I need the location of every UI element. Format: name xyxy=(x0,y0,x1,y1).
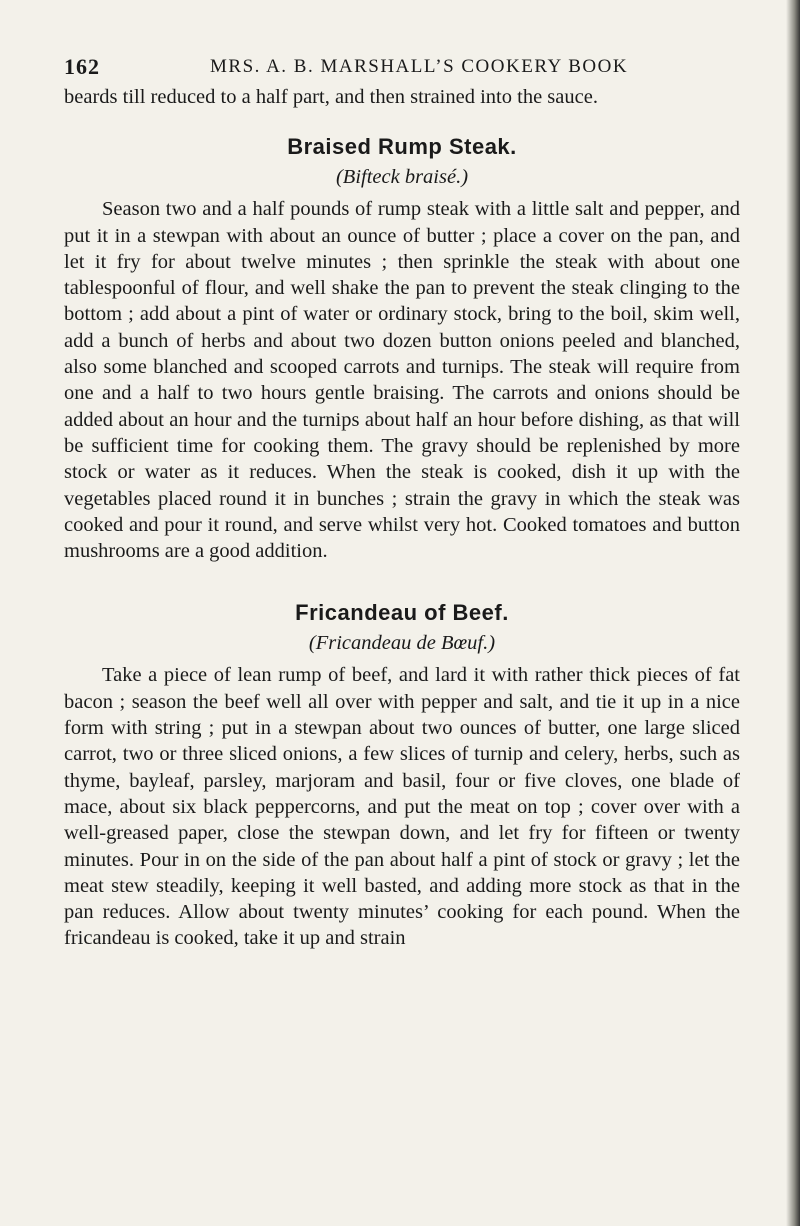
page-number: 162 xyxy=(64,54,100,79)
recipe-braised-rump-steak xyxy=(64,132,740,564)
recipe-fricandeau-of-beef xyxy=(64,598,740,951)
book-page xyxy=(64,50,740,952)
recipe-body: Season two and a half pounds of rump steak with a little salt and pepper, and put it in a stewpan with about an ounce of butter ; place a cover on the pan, and let it fry for about twelve minutes ; then sprinkle the steak with about one tablespoonful of flour, and well shake the pan to prevent the steak clinging to the bottom ; add about a pint of water or ordinary stock, bring to the boil, skim well, add a bunch of herbs and about two dozen button onions peeled and blanched, also some blanched and scooped carrots and turnips. The steak will require from one and a half to two hours gentle braising. The carrots and onions should be added about an hour and the turnips about half an hour before dishing, as that will be sufficient time for cooking them. The gravy should be replenished by more stock or water as it reduces. When the steak is cooked, dish it up with the vegetables placed round it in bunches ; strain the gravy in which the steak was cooked and pour it round, and serve whilst very hot. Cooked tomatoes and button mushrooms are a good addition. xyxy=(64,198,740,563)
recipe-body: Take a piece of lean rump of beef, and lard it with rather thick pieces of fat bacon ; season the beef well all over with pepper and salt, and tie it up in a nice form with string ; put in a stewpan about two ounces of butter, one large sliced carrot, two or three sliced onions, a few slices of turnip and celery, herbs, such as thyme, bayleaf, parsley, marjoram and basil, four or five cloves, one blade of mace, about six black peppercorns, and put the meat on top ; cover over with a well-greased paper, close the stewpan down, and let fry for fifteen or twenty minutes. Pour in on the side of the pan about half a pint of stock or gravy ; let the meat stew steadily, keeping it well basted, and adding more stock as that in the pan reduces. Allow about twenty minutes’ cooking for each pound. When the fricandeau is cooked, take it up and strain xyxy=(64,664,740,950)
continuation-paragraph: beards till reduced to a half part, and then strained into the sauce. xyxy=(64,86,598,108)
recipe-subtitle: (Fricandeau de Bœuf.) xyxy=(308,632,496,655)
running-title: MRS. A. B. MARSHALL’S COOKERY BOOK xyxy=(210,56,629,77)
page-header xyxy=(64,50,740,84)
recipe-title: Braised Rump Steak. xyxy=(287,134,517,160)
recipe-title: Fricandeau of Beef. xyxy=(295,600,509,626)
recipe-subtitle: (Bifteck braisé.) xyxy=(335,166,469,189)
page-edge-shadow xyxy=(786,0,800,1226)
